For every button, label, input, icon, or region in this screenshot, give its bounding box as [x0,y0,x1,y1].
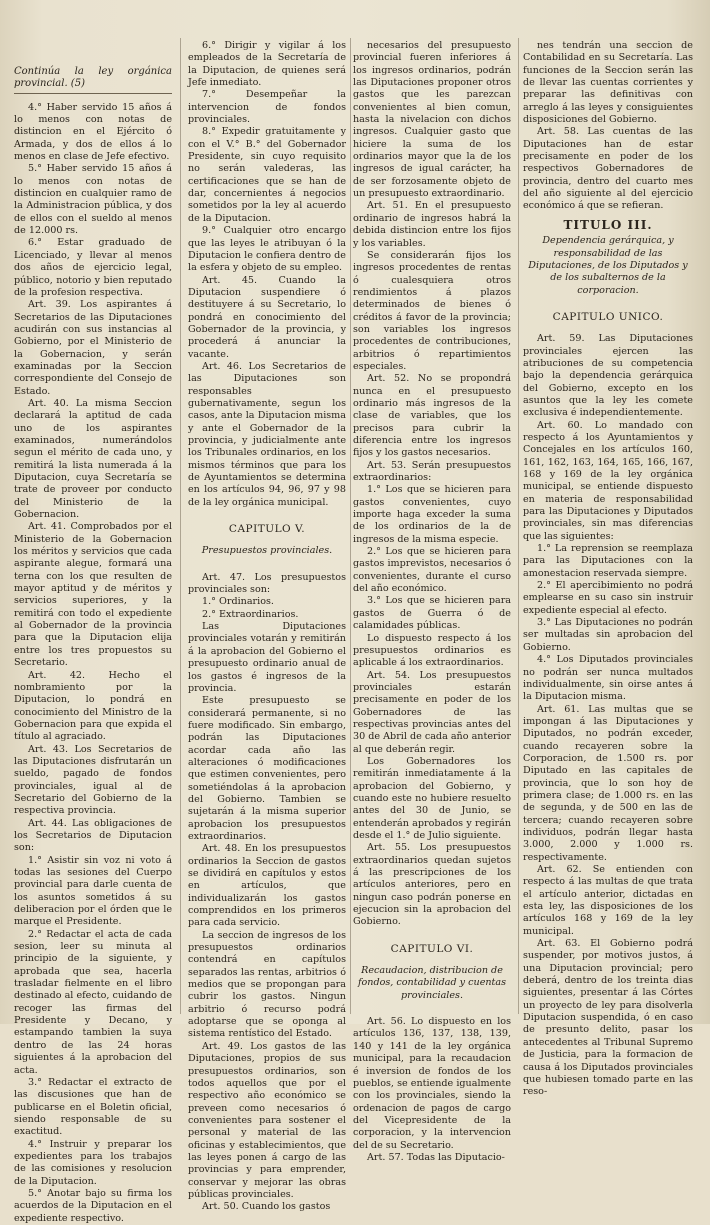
paragraph: Este presupuesto se considerará permanente, si no fuere modificado. Sin embargo, podrán las Diputaciones acordar cada año las alteraciones ó modificaciones que estimen convenientes, pero sometiéndolas á la aprobacion del Gobierno. Tambien se sujetarán á la misma superior aprobacion los presupuestos extraordinarios. [188,695,346,842]
chapter-heading: CAPITULO V. [228,523,306,536]
column-3 [353,40,512,1163]
column-3-paragraphs-b [353,1016,511,1164]
paragraph: 9.° Cualquier otro encargo que las leyes le atribuyan ó la Diputacion le confiera dentro de la esfera y objeto de su empleo. [188,225,346,274]
paragraph: Art. 56. Lo dispuesto en los artículos 136, 137, 138, 139, 140 y 141 de la ley orgánica municipal, para la recaudacion é inversion de fondos de los pueblos, se entiende igualmente con los provinciales, siendo la ordenacion de pagos de cargo del Vicepresidente de la corporacion, y la intervencion del de su Secretario. [353,1016,511,1151]
paragraph: Art. 51. En el presupuesto ordinario de ingresos habrá la debida distincion entre los fijos y los variables. [353,200,511,249]
paragraph: 3.° Redactar el extracto de las discusiones que han de publicarse en el Boletin oficial, siendo responsable de su exactitud. [14,1076,172,1138]
paragraph: Se considerarán fijos los ingresos procedentes de rentas ó cualesquiera otros rendimientos á plazos determinados de bienes ó créditos á favor de la provincia; son variables los ingresos procedentes de contribuciones, arbitrios ó repartimientos especiales. [353,249,511,372]
paragraph: 1.° Asistir sin voz ni voto á todas las sesiones del Cuerpo provincial para darle cuenta de los asuntos sometidos á su deliberacion por el órden que le marque el Presidente. [14,854,172,928]
paragraph: 8.° Expedir gratuitamente y con el V.° B.° del Gobernador Presidente, sin cuyo requisito no serán valederas, las certificaciones que se han de dar, concernientes á negocios sometidos por la ley al acuerdo de la Diputacion. [188,126,346,224]
column-rule [180,38,181,1014]
paragraph: 2.° Extraordinarios. [202,608,299,620]
column-2-paragraphs-b [188,572,346,1214]
paragraph: Art. 44. Las obligaciones de los Secretarios de Diputacion son: [14,817,172,854]
chapter-title: Presupuestos provinciales. [201,545,333,557]
paragraph: Art. 63. El Gobierno podrá suspender, por motivos justos, á una Diputacion provincial; pero deberá, dentro de los treinta dias siguientes, presentar á las Córtes un proyecto de ley para disolverla Diputacion suspendida, ó en caso de presunto delito, pasar los antecedentes al Tribunal Supremo de Justicia, para la formacion de causa á los Diputados provinciales que hubiesen tomado parte en las reso- [523,938,693,1098]
column-1 [14,40,172,1224]
paragraph: Art. 58. Las cuentas de las Diputaciones han de estar precisamente en poder de los respectivos Gobernadores de provincia, dentro del cuarto mes del año siguiente al del ejercicio económico á que se refieran. [523,126,693,212]
paragraph: Art. 57. Todas las Diputacio- [367,1151,505,1163]
column-2 [188,40,346,1213]
paragraph: 4.° Instruir y preparar los expedientes para los trabajos de las comisiones y resolucion de la Diputacion. [14,1138,172,1187]
paragraph: Art. 62. Se entienden con respecto á las multas de que trata el artículo anterior, dictadas en esta ley, las disposiciones de los artículos 168 y 169 de la ley municipal. [523,864,693,937]
column-rule [350,38,351,1014]
paragraph: 2.° Los que se hicieren para gastos imprevistos, necesarios ó convenientes, durante el curso del año económico. [353,546,511,595]
paragraph: Art. 47. Los presupuestos provinciales son: [188,571,346,596]
chapter-title: Recaudacion, distribucion de fondos, contabilidad y cuentas provinciales. [357,965,507,1001]
column-4-paragraphs-b [523,333,693,1098]
paragraph: Art. 39. Los aspirantes á Secretarios de las Diputaciones acudirán con sus instancias al Gobierno, por el Ministerio de la Gobernacion, y serán examinadas por la Seccion correspondiente del Consejo de Estado. [14,299,172,397]
paragraph: Art. 61. Las multas que se impongan á las Diputaciones y Diputados, no podrán exceder, cuando recayeren sobre la Corporacion, de 1.500 rs. por Diputado en las capitales de provincia, que lo son hoy de primera clase; de 1.000 rs. en las de segunda, y de 500 en las de tercera; cuando recayeren sobre individuos, podrán llegar hasta 3.000, 2.000 y 1.000 rs. respectivamente. [523,703,693,863]
paragraph: 5.° Haber servido 15 años á lo menos con notas de distincion en cualquier ramo de la Administracion pública, y dos de ellos con el sueldo al menos de 12.000 rs. [14,163,172,237]
paragraph: Art. 41. Comprobados por el Ministerio de la Gobernacion los méritos y servicios que cada aspirante alegue, formará una terna con los que resulten de mayor aptitud y de méritos y servicios superiores, y la remitirá con todo el expediente al Gobernador de la provincia para que la Diputacion elija entre los tres propuestos su Secretario. [14,521,172,669]
paragraph: 7.° Desempeñar la intervencion de fondos provinciales. [188,89,346,126]
chapter-heading: CAPITULO VI. [390,942,474,955]
continuation-header: Continúa la ley orgánica provincial. (5) [14,66,172,94]
paragraph: 1.° Los que se hicieren para gastos convenientes, cuyo importe haga exceder la suma de los ordinarios de la de ingresos de la misma especie. [353,484,511,545]
paragraph: necesarios del presupuesto provincial fueren inferiores á los ingresos ordinarios, podrán las Diputaciones proponer otros gastos que les parezcan convenientes al bien comun, hasta la nivelacion con dichos ingresos. Cualquier gasto que hiciere la suma de los ordinarios mayor que la de los ingresos de igual carácter, ha de ser forzosamente objeto de un presupuesto extraordinario. [353,40,511,200]
column-3-paragraphs-a [353,40,511,929]
title-description: Dependencia gerárquica, y responsabilidad de las Diputaciones, de los Diputados y de los subalternos de la corporacion. [528,235,688,296]
paragraph: 6.° Estar graduado de Licenciado, y llevar al menos dos años de ejercicio legal, público, notorio y bien reputado de la profesion respectiva. [14,237,172,298]
paragraph: Art. 55. Los presupuestos extraordinarios quedan sujetos á las prescripciones de los artículos anteriores, pero en ningun caso podrán ponerse en ejecucion sin la aprobacion del Gobierno. [353,842,511,928]
paragraph: La seccion de ingresos de los presupuestos ordinarios contendrá en capítulos separados las rentas, arbitrios ó medios que se propongan para cubrir los gastos. Ningun arbitrio ó recurso podrá adoptarse que se oponga al sistema rentístico del Estado. [188,929,346,1040]
paragraph: Art. 59. Las Diputaciones provinciales ejercen las atribuciones de su competencia bajo la dependencia gerárquica del Gobierno, excepto en los asuntos que la ley les comete exclusiva é independientemente. [523,333,693,419]
paragraph: Art. 48. En los presupuestos ordinarios la Seccion de gastos se dividirá en capítulos y estos en artículos, que individualizarán los gastos comprendidos en los primeros para cada servicio. [188,843,346,929]
paragraph: 4.° Haber servido 15 años á lo menos con notas de distincion en el Ejército ó Armada, y dos de ellos á lo menos en clase de Jefe efectivo. [14,101,172,163]
paragraph: 4.° Los Diputados provinciales no podrán ser nunca multados individualmente, sin oirse antes á la Diputacion misma. [523,654,693,703]
paragraph: 2.° Redactar el acta de cada sesion, leer su minuta al principio de la siguiente, y aprobada que sea, hacerla trasladar fielmente en el libro destinado al efecto, cuidando de recoger las firmas del Presidente y Decano, y estampando tambien la suya dentro de las 24 horas siguientes á la aprobacion del acta. [14,928,172,1076]
column-rule [518,38,519,1014]
paragraph: Art. 40. La misma Seccion declarará la aptitud de cada uno de los aspirantes examinados, numerándolos segun el mérito de cada uno, y remitirá la lista numerada á la Diputacion, cuya Secretaría se trate de proveer por conducto del Ministerio de la Gobernacion. [14,397,172,521]
title-heading: TITULO III. [563,217,653,232]
column-1-paragraphs [14,102,172,1225]
paragraph: Las Diputaciones provinciales votarán y remitirán á la aprobacion del Gobierno el presupuesto ordinario anual de los gastos é ingresos de la provincia. [188,621,346,694]
paragraph: 5.° Anotar bajo su firma los acuerdos de la Diputacion en el expediente respectivo. [14,1187,172,1224]
paragraph: Art. 54. Los presupuestos provinciales estarán precisamente en poder de los Gobernadores de las respectivas provincias antes del 30 de Abril de cada año anterior al que deberán regir. [353,669,512,755]
paragraph: Art. 46. Los Secretarios de las Diputaciones son responsables gubernativamente, segun los casos, ante la Diputacion misma y ante el Gobernador de la provincia, y judicialmente ante los Tribunales ordinarios, en los mismos términos que para los de Ayuntamientos se determina en los artículos 94, 96, 97 y 98 de la ley orgánica municipal. [188,360,346,508]
column-4 [523,40,693,1098]
column-2-paragraphs-a [188,40,346,509]
paragraph: 2.° El apercibimiento no podrá emplearse en su caso sin instruir expediente especial al efecto. [523,580,693,616]
paragraph: Art. 53. Serán presupuestos extraordinarios: [353,459,511,484]
paragraph: Art. 49. Los gastos de las Diputaciones, propios de sus presupuestos ordinarios, son todos aquellos que por el respectivo año económico se preveen como necesarios ó convenientes para sostener el personal y material de las oficinas y establecimientos, que las leyes ponen á cargo de las provincias y para emprender, conservar y mejorar las obras públicas provinciales. [188,1040,346,1200]
paragraph: Art. 43. Los Secretarios de las Diputaciones disfrutarán un sueldo, pagado de fondos provinciales, igual al de Secretario del Gobierno de la respectiva provincia. [14,743,172,817]
chapter-heading: CAPITULO UNICO. [552,310,664,323]
paragraph: Art. 50. Cuando los gastos [202,1201,331,1213]
column-4-paragraphs-a [523,40,693,213]
paragraph: 1.° Ordinarios. [202,596,274,608]
paragraph: 3.° Las Diputaciones no podrán ser multadas sin aprobacion del Gobierno. [523,617,693,653]
paragraph: Lo dispuesto respecto á los presupuestos ordinarios es aplicable á los extraordinarios. [353,632,511,669]
paragraph: Art. 52. No se propondrá nunca en el presupuesto ordinario más ingresos de la clase de variables, que los precisos para cubrir la diferencia entre los ingresos fijos y los gastos necesarios. [353,373,511,459]
paragraph: 6.° Dirigir y vigilar á los empleados de la Secretaría de la Diputacion, de quienes será Jefe inmediato. [188,40,346,89]
paragraph: Art. 42. Hecho el nombramiento por la Diputacion, lo pondrá en conocimiento del Ministro de la Gobernacion para que expida el título al agraciado. [14,669,172,743]
paragraph: nes tendrán una seccion de Contabilidad en su Secretaría. Las funciones de la Seccion serán las de llevar las cuentas corrientes y preparar las definitivas con arreglo á las leyes y consiguientes disposiciones del Gobierno. [523,40,693,126]
paragraph: Art. 60. Lo mandado con respecto á los Ayuntamientos y Concejales en los artículos 160, 161, 162, 163, 164, 165, 166, 167, 168 y 169 de la ley orgánica municipal, se entiende dispuesto en materia de responsabilidad para las Diputaciones y Diputados provinciales, sin mas diferencias que las siguientes: [523,419,693,542]
paragraph: 3.° Los que se hicieren para gastos de Guerra ó de calamidades públicas. [353,595,511,632]
paragraph: Art. 45. Cuando la Diputacion suspendiere ó destituyere á su Secretario, lo pondrá en conocimiento del Gobernador de la provincia, y procederá á anunciar la vacante. [188,274,346,360]
paragraph: 1.° La reprension se reemplaza para las Diputaciones con la amonestacion reservada siempre. [523,543,693,579]
paragraph: Los Gobernadores los remitirán inmediatamente á la aprobacion del Gobierno, y cuando este no hubiere resuelto antes del 30 de Junio, se entenderán aprobados y regirán desde el 1.° de Julio siguiente. [353,755,511,841]
